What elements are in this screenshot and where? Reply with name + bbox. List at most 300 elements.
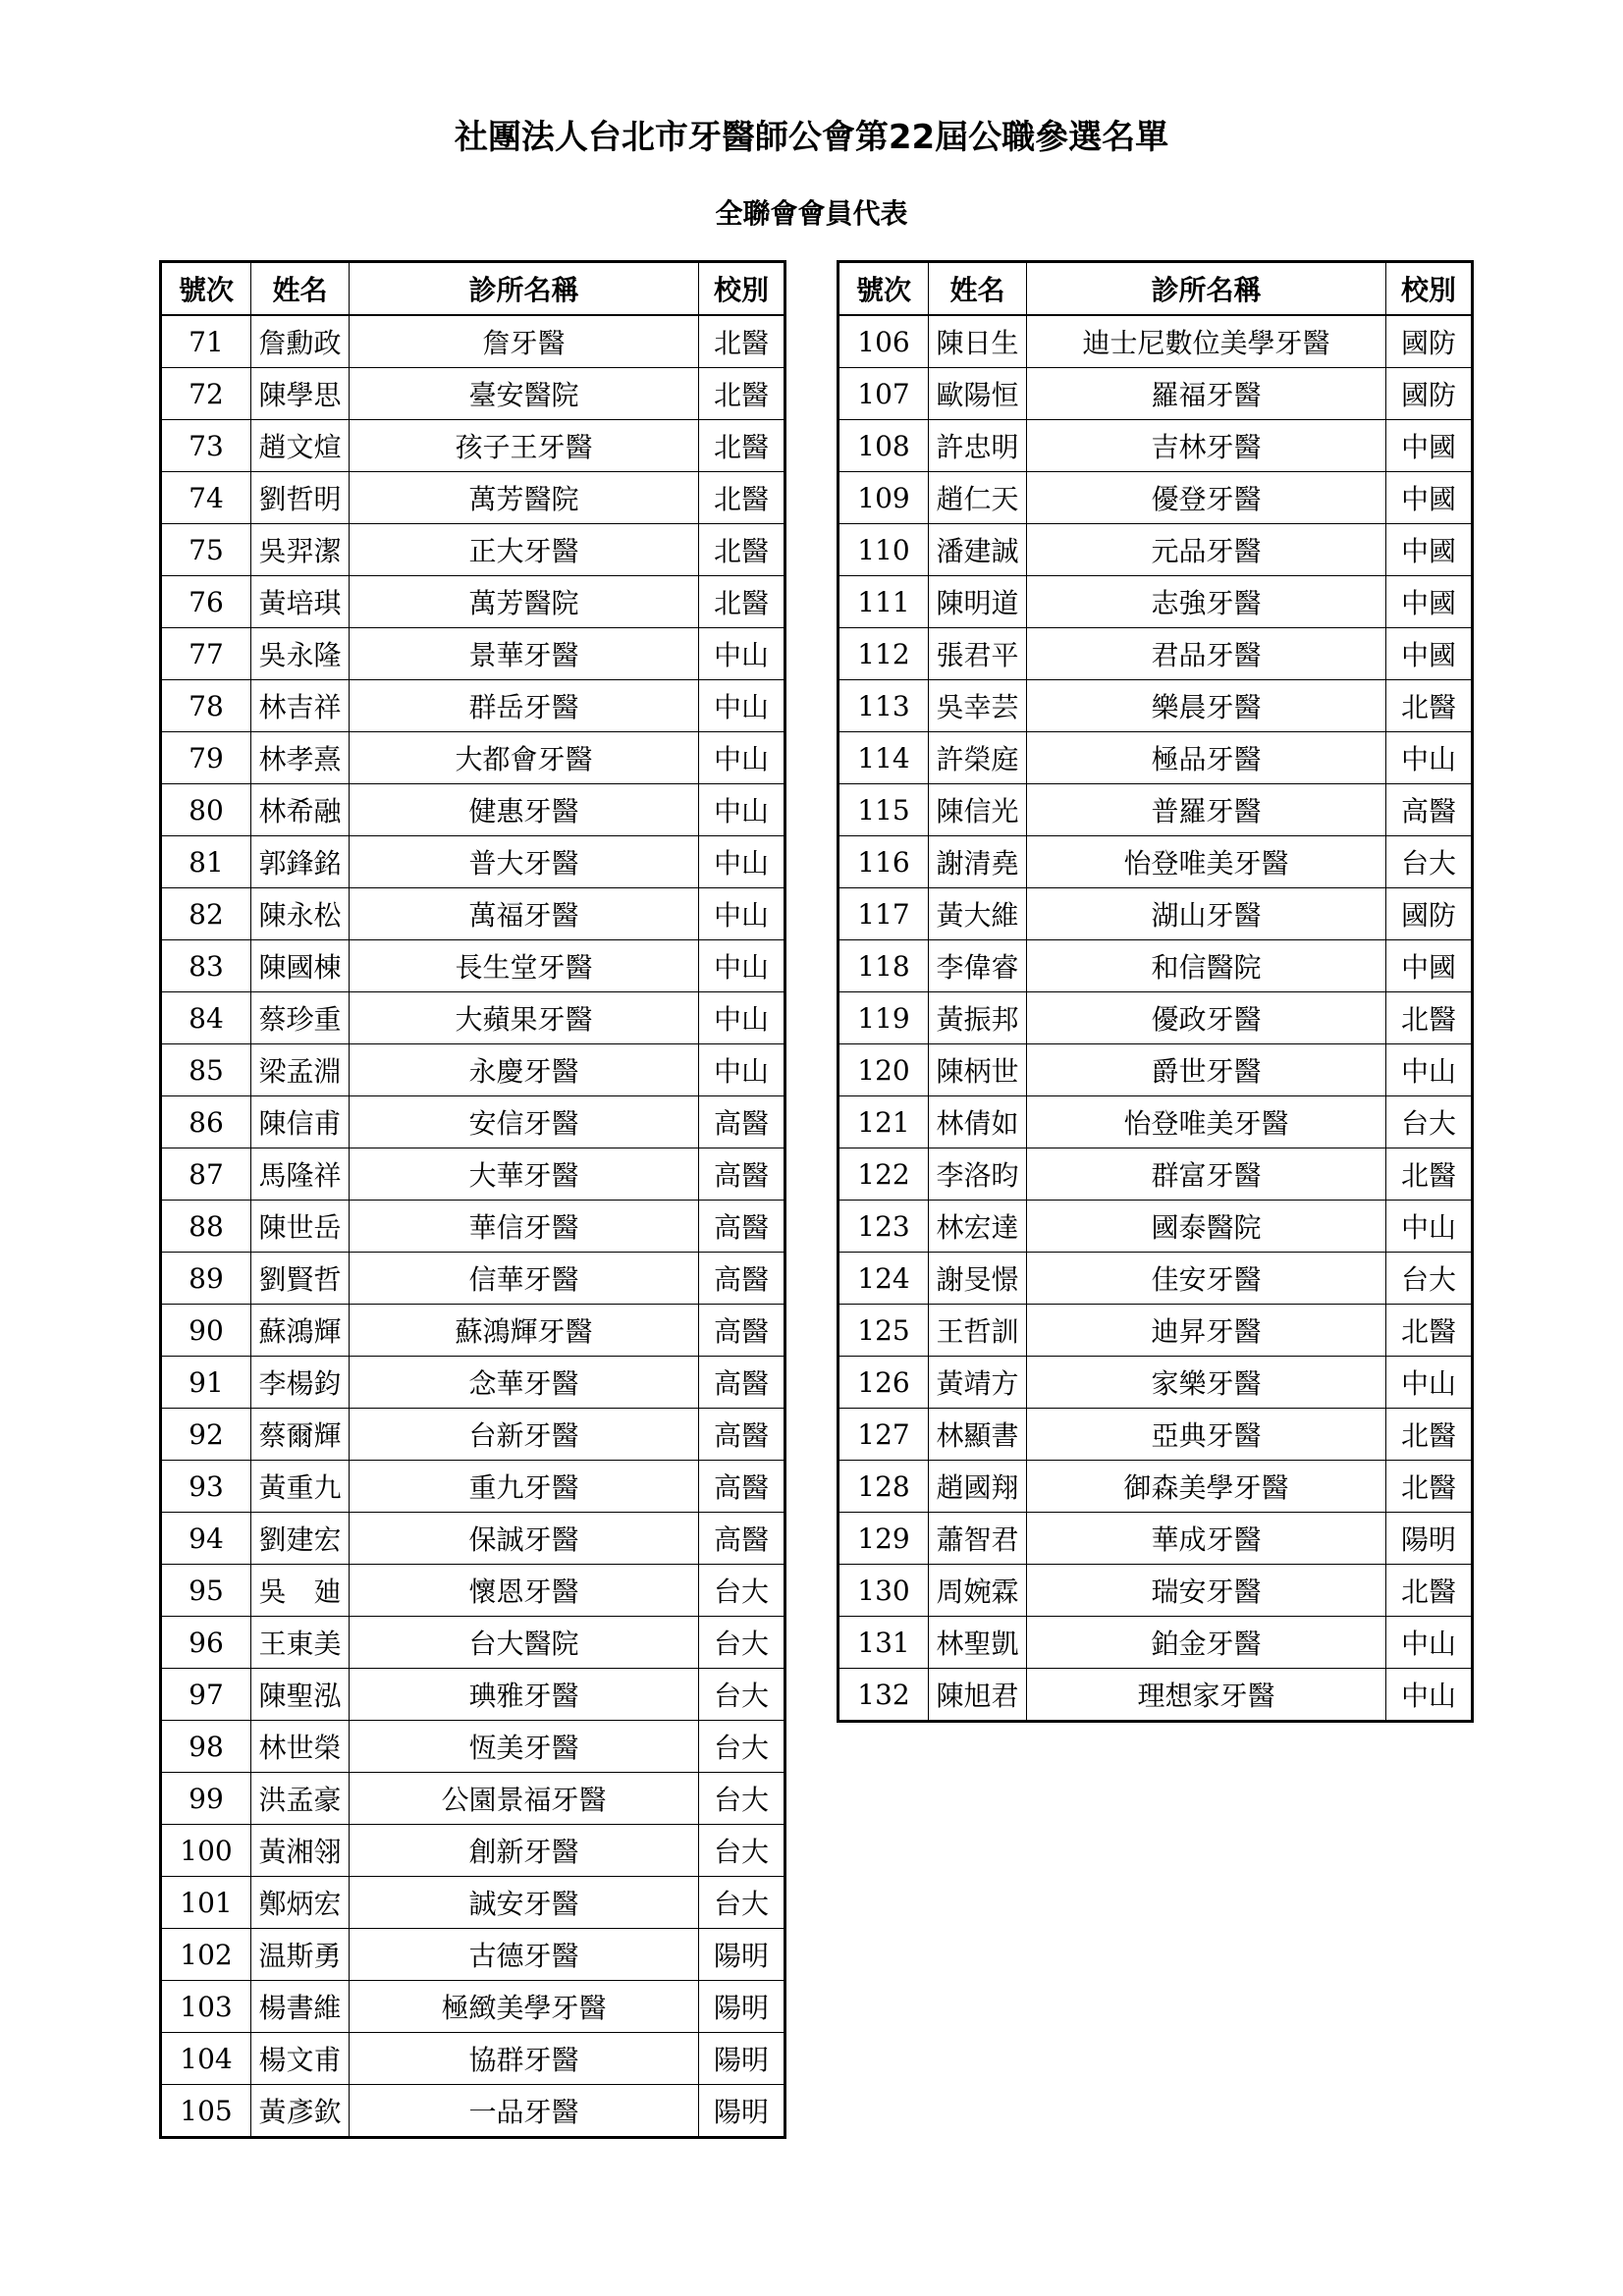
cell-number: 84 xyxy=(161,992,251,1044)
cell-school: 陽明 xyxy=(699,2085,785,2138)
cell-number: 72 xyxy=(161,368,251,420)
cell-name: 黃大維 xyxy=(929,888,1027,940)
cell-number: 115 xyxy=(839,784,929,836)
cell-name: 蔡爾輝 xyxy=(251,1409,350,1461)
cell-school: 台大 xyxy=(699,1825,785,1877)
cell-name: 林宏達 xyxy=(929,1201,1027,1253)
cell-name: 陳聖泓 xyxy=(251,1669,350,1721)
table-row xyxy=(839,1617,1473,1669)
cell-number: 114 xyxy=(839,732,929,784)
cell-name: 楊書維 xyxy=(251,1981,350,2033)
cell-school: 高醫 xyxy=(1386,784,1473,836)
cell-name: 林孝熹 xyxy=(251,732,350,784)
table-row xyxy=(161,1044,785,1096)
cell-clinic: 孩子王牙醫 xyxy=(350,420,699,472)
cell-name: 李楊鈞 xyxy=(251,1357,350,1409)
cell-school: 中國 xyxy=(1386,628,1473,680)
cell-clinic: 永慶牙醫 xyxy=(350,1044,699,1096)
cell-number: 96 xyxy=(161,1617,251,1669)
cell-name: 謝清堯 xyxy=(929,836,1027,888)
cell-school: 高醫 xyxy=(699,1409,785,1461)
cell-school: 中山 xyxy=(1386,1617,1473,1669)
cell-name: 蔡珍重 xyxy=(251,992,350,1044)
table-row xyxy=(161,315,785,368)
table-row xyxy=(161,1253,785,1305)
cell-school: 台大 xyxy=(699,1565,785,1617)
cell-clinic: 誠安牙醫 xyxy=(350,1877,699,1929)
cell-name: 劉哲明 xyxy=(251,472,350,524)
cell-name: 馬隆祥 xyxy=(251,1148,350,1201)
cell-clinic: 蘇鴻輝牙醫 xyxy=(350,1305,699,1357)
cell-clinic: 萬福牙醫 xyxy=(350,888,699,940)
cell-school: 台大 xyxy=(699,1617,785,1669)
cell-school: 陽明 xyxy=(699,1929,785,1981)
cell-clinic: 萬芳醫院 xyxy=(350,576,699,628)
cell-number: 74 xyxy=(161,472,251,524)
cell-school: 北醫 xyxy=(699,315,785,368)
cell-clinic: 協群牙醫 xyxy=(350,2033,699,2085)
table-row xyxy=(839,576,1473,628)
table-row xyxy=(839,315,1473,368)
cell-name: 歐陽恒 xyxy=(929,368,1027,420)
cell-clinic: 信華牙醫 xyxy=(350,1253,699,1305)
table-row xyxy=(161,1565,785,1617)
table-row xyxy=(161,1617,785,1669)
cell-name: 吳永隆 xyxy=(251,628,350,680)
table-row xyxy=(161,1773,785,1825)
cell-number: 91 xyxy=(161,1357,251,1409)
cell-name: 詹勳政 xyxy=(251,315,350,368)
table-row xyxy=(839,784,1473,836)
cell-school: 中山 xyxy=(699,680,785,732)
table-row xyxy=(839,1044,1473,1096)
cell-name: 林聖凱 xyxy=(929,1617,1027,1669)
table-row xyxy=(161,992,785,1044)
cell-name: 陳日生 xyxy=(929,315,1027,368)
cell-school: 台大 xyxy=(1386,1096,1473,1148)
cell-clinic: 鉑金牙醫 xyxy=(1027,1617,1386,1669)
cell-school: 高醫 xyxy=(699,1357,785,1409)
table-row xyxy=(161,1877,785,1929)
cell-clinic: 長生堂牙醫 xyxy=(350,940,699,992)
cell-number: 73 xyxy=(161,420,251,472)
cell-clinic: 安信牙醫 xyxy=(350,1096,699,1148)
cell-number: 113 xyxy=(839,680,929,732)
cell-number: 117 xyxy=(839,888,929,940)
cell-clinic: 一品牙醫 xyxy=(350,2085,699,2138)
cell-number: 94 xyxy=(161,1513,251,1565)
table-row xyxy=(161,1096,785,1148)
cell-number: 101 xyxy=(161,1877,251,1929)
table-row xyxy=(161,680,785,732)
cell-clinic: 理想家牙醫 xyxy=(1027,1669,1386,1722)
cell-school: 台大 xyxy=(1386,836,1473,888)
cell-clinic: 迪士尼數位美學牙醫 xyxy=(1027,315,1386,368)
cell-number: 98 xyxy=(161,1721,251,1773)
cell-clinic: 怡登唯美牙醫 xyxy=(1027,1096,1386,1148)
cell-number: 85 xyxy=(161,1044,251,1096)
cell-school: 中山 xyxy=(1386,1044,1473,1096)
cell-number: 77 xyxy=(161,628,251,680)
table-row xyxy=(839,1461,1473,1513)
table-row xyxy=(161,1721,785,1773)
table-row xyxy=(839,1201,1473,1253)
cell-clinic: 正大牙醫 xyxy=(350,524,699,576)
cell-clinic: 古德牙醫 xyxy=(350,1929,699,1981)
cell-name: 林顯書 xyxy=(929,1409,1027,1461)
table-row xyxy=(839,888,1473,940)
cell-clinic: 華信牙醫 xyxy=(350,1201,699,1253)
cell-clinic: 保誠牙醫 xyxy=(350,1513,699,1565)
cell-name: 陳信光 xyxy=(929,784,1027,836)
cell-name: 林倩如 xyxy=(929,1096,1027,1148)
cell-school: 台大 xyxy=(699,1773,785,1825)
cell-number: 110 xyxy=(839,524,929,576)
table-row xyxy=(161,732,785,784)
cell-school: 高醫 xyxy=(699,1148,785,1201)
cell-name: 梁孟淵 xyxy=(251,1044,350,1096)
cell-school: 陽明 xyxy=(699,1981,785,2033)
table-body-left xyxy=(161,315,785,2138)
cell-number: 87 xyxy=(161,1148,251,1201)
cell-school: 中山 xyxy=(1386,1201,1473,1253)
cell-number: 106 xyxy=(839,315,929,368)
cell-number: 88 xyxy=(161,1201,251,1253)
cell-number: 99 xyxy=(161,1773,251,1825)
table-row xyxy=(161,420,785,472)
candidate-table-right xyxy=(837,260,1474,1723)
cell-clinic: 琠雅牙醫 xyxy=(350,1669,699,1721)
header-school: 校別 xyxy=(1386,262,1473,316)
table-row xyxy=(161,836,785,888)
cell-number: 119 xyxy=(839,992,929,1044)
table-row xyxy=(161,1409,785,1461)
cell-name: 李洛昀 xyxy=(929,1148,1027,1201)
cell-school: 中國 xyxy=(1386,576,1473,628)
table-row xyxy=(161,1357,785,1409)
cell-name: 林世榮 xyxy=(251,1721,350,1773)
table-row xyxy=(839,940,1473,992)
cell-clinic: 元品牙醫 xyxy=(1027,524,1386,576)
cell-number: 120 xyxy=(839,1044,929,1096)
table-row xyxy=(839,420,1473,472)
cell-clinic: 大華牙醫 xyxy=(350,1148,699,1201)
table-row xyxy=(839,1357,1473,1409)
table-body-right xyxy=(839,315,1473,1722)
cell-clinic: 羅福牙醫 xyxy=(1027,368,1386,420)
table-row xyxy=(161,1148,785,1201)
table-row xyxy=(839,628,1473,680)
cell-school: 中山 xyxy=(1386,1669,1473,1722)
cell-name: 劉建宏 xyxy=(251,1513,350,1565)
cell-number: 95 xyxy=(161,1565,251,1617)
cell-clinic: 迪昇牙醫 xyxy=(1027,1305,1386,1357)
cell-number: 104 xyxy=(161,2033,251,2085)
cell-clinic: 台大醫院 xyxy=(350,1617,699,1669)
cell-clinic: 群岳牙醫 xyxy=(350,680,699,732)
table-row xyxy=(161,1513,785,1565)
cell-number: 131 xyxy=(839,1617,929,1669)
table-row xyxy=(161,2085,785,2138)
cell-clinic: 瑞安牙醫 xyxy=(1027,1565,1386,1617)
cell-name: 陳世岳 xyxy=(251,1201,350,1253)
table-row xyxy=(161,940,785,992)
cell-name: 陳國棟 xyxy=(251,940,350,992)
cell-school: 高醫 xyxy=(699,1305,785,1357)
table-row xyxy=(839,1565,1473,1617)
cell-clinic: 懷恩牙醫 xyxy=(350,1565,699,1617)
cell-name: 蕭智君 xyxy=(929,1513,1027,1565)
cell-school: 陽明 xyxy=(699,2033,785,2085)
cell-school: 北醫 xyxy=(1386,680,1473,732)
cell-number: 86 xyxy=(161,1096,251,1148)
cell-school: 中山 xyxy=(1386,1357,1473,1409)
table-row xyxy=(161,888,785,940)
cell-number: 126 xyxy=(839,1357,929,1409)
cell-clinic: 普大牙醫 xyxy=(350,836,699,888)
table-row xyxy=(161,2033,785,2085)
cell-name: 陳信甫 xyxy=(251,1096,350,1148)
cell-school: 國防 xyxy=(1386,315,1473,368)
cell-name: 黃彥欽 xyxy=(251,2085,350,2138)
cell-clinic: 景華牙醫 xyxy=(350,628,699,680)
cell-number: 116 xyxy=(839,836,929,888)
cell-school: 陽明 xyxy=(1386,1513,1473,1565)
table-row xyxy=(839,680,1473,732)
cell-school: 中國 xyxy=(1386,940,1473,992)
table-row xyxy=(161,784,785,836)
cell-school: 北醫 xyxy=(699,524,785,576)
cell-clinic: 大都會牙醫 xyxy=(350,732,699,784)
table-row xyxy=(161,1981,785,2033)
cell-number: 105 xyxy=(161,2085,251,2138)
cell-clinic: 普羅牙醫 xyxy=(1027,784,1386,836)
cell-school: 北醫 xyxy=(699,576,785,628)
cell-number: 78 xyxy=(161,680,251,732)
cell-number: 76 xyxy=(161,576,251,628)
cell-clinic: 國泰醫院 xyxy=(1027,1201,1386,1253)
cell-school: 中山 xyxy=(699,992,785,1044)
cell-name: 蘇鴻輝 xyxy=(251,1305,350,1357)
cell-name: 趙文煊 xyxy=(251,420,350,472)
cell-name: 鄭炳宏 xyxy=(251,1877,350,1929)
table-row xyxy=(161,1825,785,1877)
cell-number: 89 xyxy=(161,1253,251,1305)
table-row xyxy=(161,576,785,628)
cell-number: 108 xyxy=(839,420,929,472)
table-row xyxy=(839,836,1473,888)
cell-number: 103 xyxy=(161,1981,251,2033)
cell-clinic: 重九牙醫 xyxy=(350,1461,699,1513)
cell-number: 93 xyxy=(161,1461,251,1513)
cell-school: 北醫 xyxy=(1386,1461,1473,1513)
cell-clinic: 爵世牙醫 xyxy=(1027,1044,1386,1096)
cell-clinic: 君品牙醫 xyxy=(1027,628,1386,680)
cell-school: 台大 xyxy=(699,1669,785,1721)
cell-school: 台大 xyxy=(699,1721,785,1773)
cell-name: 王東美 xyxy=(251,1617,350,1669)
table-header-row xyxy=(839,262,1473,316)
cell-name: 許忠明 xyxy=(929,420,1027,472)
table-row xyxy=(161,368,785,420)
cell-number: 129 xyxy=(839,1513,929,1565)
cell-clinic: 創新牙醫 xyxy=(350,1825,699,1877)
cell-clinic: 臺安醫院 xyxy=(350,368,699,420)
cell-clinic: 健惠牙醫 xyxy=(350,784,699,836)
cell-name: 周婉霖 xyxy=(929,1565,1027,1617)
cell-name: 黃湘翎 xyxy=(251,1825,350,1877)
cell-school: 北醫 xyxy=(1386,1565,1473,1617)
candidate-table-left xyxy=(159,260,786,2139)
table-row xyxy=(161,1461,785,1513)
cell-clinic: 恆美牙醫 xyxy=(350,1721,699,1773)
cell-clinic: 志強牙醫 xyxy=(1027,576,1386,628)
cell-name: 黃重九 xyxy=(251,1461,350,1513)
cell-name: 林希融 xyxy=(251,784,350,836)
cell-number: 127 xyxy=(839,1409,929,1461)
cell-name: 郭鋒銘 xyxy=(251,836,350,888)
cell-clinic: 華成牙醫 xyxy=(1027,1513,1386,1565)
cell-name: 趙仁天 xyxy=(929,472,1027,524)
cell-name: 陳旭君 xyxy=(929,1669,1027,1722)
cell-number: 132 xyxy=(839,1669,929,1722)
header-school: 校別 xyxy=(699,262,785,316)
cell-number: 109 xyxy=(839,472,929,524)
cell-name: 黃振邦 xyxy=(929,992,1027,1044)
cell-school: 中山 xyxy=(699,836,785,888)
cell-number: 90 xyxy=(161,1305,251,1357)
cell-school: 中山 xyxy=(699,784,785,836)
cell-name: 温斯勇 xyxy=(251,1929,350,1981)
cell-school: 中山 xyxy=(699,628,785,680)
header-name: 姓名 xyxy=(251,262,350,316)
cell-name: 吳羿潔 xyxy=(251,524,350,576)
table-row xyxy=(839,732,1473,784)
cell-clinic: 怡登唯美牙醫 xyxy=(1027,836,1386,888)
cell-name: 楊文甫 xyxy=(251,2033,350,2085)
cell-number: 102 xyxy=(161,1929,251,1981)
cell-school: 中山 xyxy=(699,732,785,784)
cell-number: 107 xyxy=(839,368,929,420)
cell-school: 台大 xyxy=(1386,1253,1473,1305)
cell-school: 中山 xyxy=(699,888,785,940)
table-row xyxy=(839,472,1473,524)
cell-number: 97 xyxy=(161,1669,251,1721)
table-row xyxy=(839,1513,1473,1565)
table-row xyxy=(161,1305,785,1357)
cell-school: 北醫 xyxy=(1386,1305,1473,1357)
cell-school: 高醫 xyxy=(699,1201,785,1253)
document-title: 社團法人台北市牙醫師公會第22屆公職參選名單 xyxy=(454,118,1169,157)
cell-clinic: 佳安牙醫 xyxy=(1027,1253,1386,1305)
cell-name: 張君平 xyxy=(929,628,1027,680)
table-row xyxy=(839,368,1473,420)
cell-clinic: 和信醫院 xyxy=(1027,940,1386,992)
cell-school: 北醫 xyxy=(1386,1148,1473,1201)
cell-school: 國防 xyxy=(1386,888,1473,940)
cell-clinic: 公園景福牙醫 xyxy=(350,1773,699,1825)
cell-clinic: 樂晨牙醫 xyxy=(1027,680,1386,732)
cell-school: 北醫 xyxy=(699,420,785,472)
table-row xyxy=(161,1929,785,1981)
cell-school: 國防 xyxy=(1386,368,1473,420)
table-row xyxy=(839,1096,1473,1148)
cell-school: 高醫 xyxy=(699,1253,785,1305)
cell-number: 79 xyxy=(161,732,251,784)
table-row xyxy=(839,524,1473,576)
table-row xyxy=(839,1253,1473,1305)
cell-school: 北醫 xyxy=(1386,992,1473,1044)
cell-clinic: 極緻美學牙醫 xyxy=(350,1981,699,2033)
table-row xyxy=(161,1669,785,1721)
cell-clinic: 大蘋果牙醫 xyxy=(350,992,699,1044)
cell-school: 北醫 xyxy=(699,368,785,420)
cell-number: 82 xyxy=(161,888,251,940)
cell-clinic: 亞典牙醫 xyxy=(1027,1409,1386,1461)
cell-clinic: 湖山牙醫 xyxy=(1027,888,1386,940)
table-row xyxy=(161,472,785,524)
table-row xyxy=(839,1669,1473,1722)
cell-number: 75 xyxy=(161,524,251,576)
header-number: 號次 xyxy=(161,262,251,316)
cell-number: 83 xyxy=(161,940,251,992)
cell-number: 125 xyxy=(839,1305,929,1357)
table-row xyxy=(839,1148,1473,1201)
cell-school: 北醫 xyxy=(699,472,785,524)
table-row xyxy=(161,1201,785,1253)
cell-name: 黃靖方 xyxy=(929,1357,1027,1409)
cell-number: 81 xyxy=(161,836,251,888)
cell-number: 92 xyxy=(161,1409,251,1461)
cell-clinic: 萬芳醫院 xyxy=(350,472,699,524)
header-clinic: 診所名稱 xyxy=(350,262,699,316)
cell-number: 118 xyxy=(839,940,929,992)
table-row xyxy=(839,992,1473,1044)
table-row xyxy=(839,1305,1473,1357)
cell-number: 80 xyxy=(161,784,251,836)
cell-name: 吳幸芸 xyxy=(929,680,1027,732)
cell-clinic: 群富牙醫 xyxy=(1027,1148,1386,1201)
table-row xyxy=(839,1409,1473,1461)
cell-number: 112 xyxy=(839,628,929,680)
cell-name: 王哲訓 xyxy=(929,1305,1027,1357)
cell-name: 洪孟豪 xyxy=(251,1773,350,1825)
cell-name: 謝旻憬 xyxy=(929,1253,1027,1305)
cell-school: 中山 xyxy=(1386,732,1473,784)
cell-number: 100 xyxy=(161,1825,251,1877)
cell-name: 趙國翔 xyxy=(929,1461,1027,1513)
cell-number: 121 xyxy=(839,1096,929,1148)
cell-number: 124 xyxy=(839,1253,929,1305)
cell-clinic: 詹牙醫 xyxy=(350,315,699,368)
cell-school: 台大 xyxy=(699,1877,785,1929)
header-clinic: 診所名稱 xyxy=(1027,262,1386,316)
cell-name: 陳永松 xyxy=(251,888,350,940)
cell-school: 北醫 xyxy=(1386,1409,1473,1461)
cell-name: 陳明道 xyxy=(929,576,1027,628)
cell-name: 劉賢哲 xyxy=(251,1253,350,1305)
cell-school: 中國 xyxy=(1386,524,1473,576)
cell-clinic: 極品牙醫 xyxy=(1027,732,1386,784)
cell-clinic: 優登牙醫 xyxy=(1027,472,1386,524)
cell-school: 中國 xyxy=(1386,472,1473,524)
cell-school: 中山 xyxy=(699,940,785,992)
cell-number: 128 xyxy=(839,1461,929,1513)
cell-number: 123 xyxy=(839,1201,929,1253)
cell-name: 李偉睿 xyxy=(929,940,1027,992)
header-name: 姓名 xyxy=(929,262,1027,316)
table-row xyxy=(161,524,785,576)
